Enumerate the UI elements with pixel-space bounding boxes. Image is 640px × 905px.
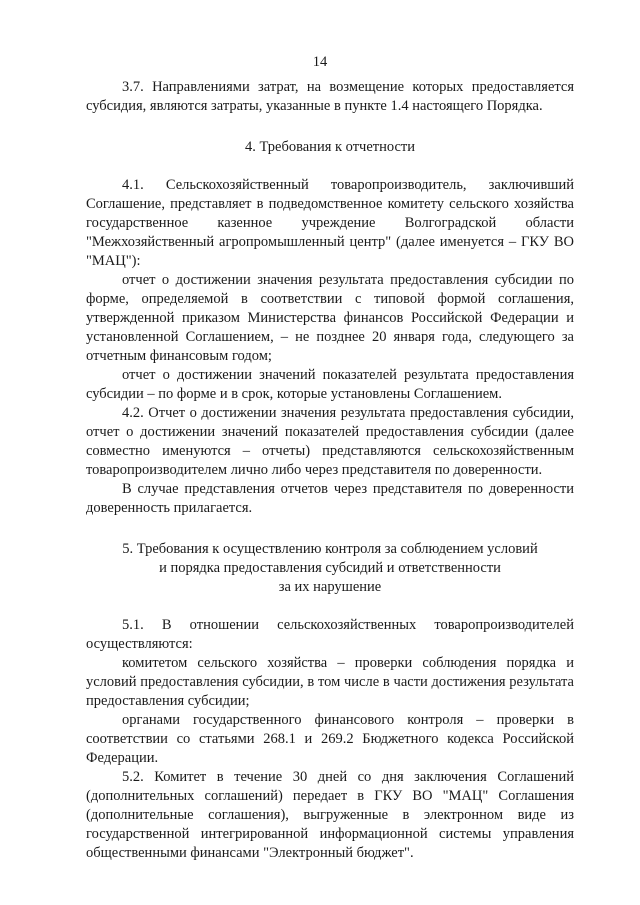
paragraph-4-1: 4.1. Сельскохозяйственный товаропроизводитель, заключивший Соглашение, представляет в подведомственное комитету сельского хозяйства государственное казенное учреждение Волгоградской области "Межхозяйственный агропромышленный центр" (далее именуется – ГКУ ВО "МАЦ"): [86,177,574,269]
page-number: 14 [312,54,328,70]
section-5-heading-line-1: 5. Требования к осуществлению контроля за соблюдением условий [122,541,538,557]
paragraph-4-2: 4.2. Отчет о достижении значения результата предоставления субсидии, отчет о достижении значений показателей предоставления субсидии (далее совместно именуются – отчеты) представляются сельскохозяйственным товаропроизводителем лично либо через представителя по доверенности. [86,405,574,478]
paragraph-4-2-power-of-attorney: В случае представления отчетов через представителя по доверенности доверенность прилагается. [86,481,574,516]
section-4-heading: 4. Требования к отчетности [244,139,416,155]
paragraph-5-1-committee-checks: комитетом сельского хозяйства – проверки соблюдения порядка и условий предоставления субсидии, в том числе в части достижения результата предоставления субсидии; [86,655,574,709]
paragraph-5-1: 5.1. В отношении сельскохозяйственных товаропроизводителей осуществляются: [86,617,574,652]
section-5-heading-line-3: за их нарушение [278,579,382,595]
section-5-heading-line-2: и порядка предоставления субсидий и ответственности [159,560,501,576]
paragraph-5-2: 5.2. Комитет в течение 30 дней со дня заключения Соглашений (дополнительных соглашений) передает в ГКУ ВО "МАЦ" Соглашения (дополнительные соглашения), выгруженные в электронном виде из государственной интегрированной информационной системы управления общественными финансами "Электронный бюджет". [86,769,574,861]
paragraph-4-1-report-indicators: отчет о достижении значений показателей результата предоставления субсидии – по форме и в срок, которые установлены Соглашением. [86,367,574,402]
document-body [86,78,574,863]
paragraph-5-1-financial-control: органами государственного финансового контроля – проверки в соответствии со статьями 268.1 и 269.2 Бюджетного кодекса Российской Федерации. [86,712,574,766]
paragraph-3-7: 3.7. Направлениями затрат, на возмещение которых предоставляется субсидия, являются затраты, указанные в пункте 1.4 настоящего Порядка. [86,79,574,114]
paragraph-4-1-report-result: отчет о достижении значения результата предоставления субсидии по форме, определяемой в соответствии с типовой формой соглашения, утвержденной приказом Министерства финансов Российской Федерации и установленной Соглашением, – не позднее 20 января года, следующего за отчетным финансовым годом; [86,272,574,364]
